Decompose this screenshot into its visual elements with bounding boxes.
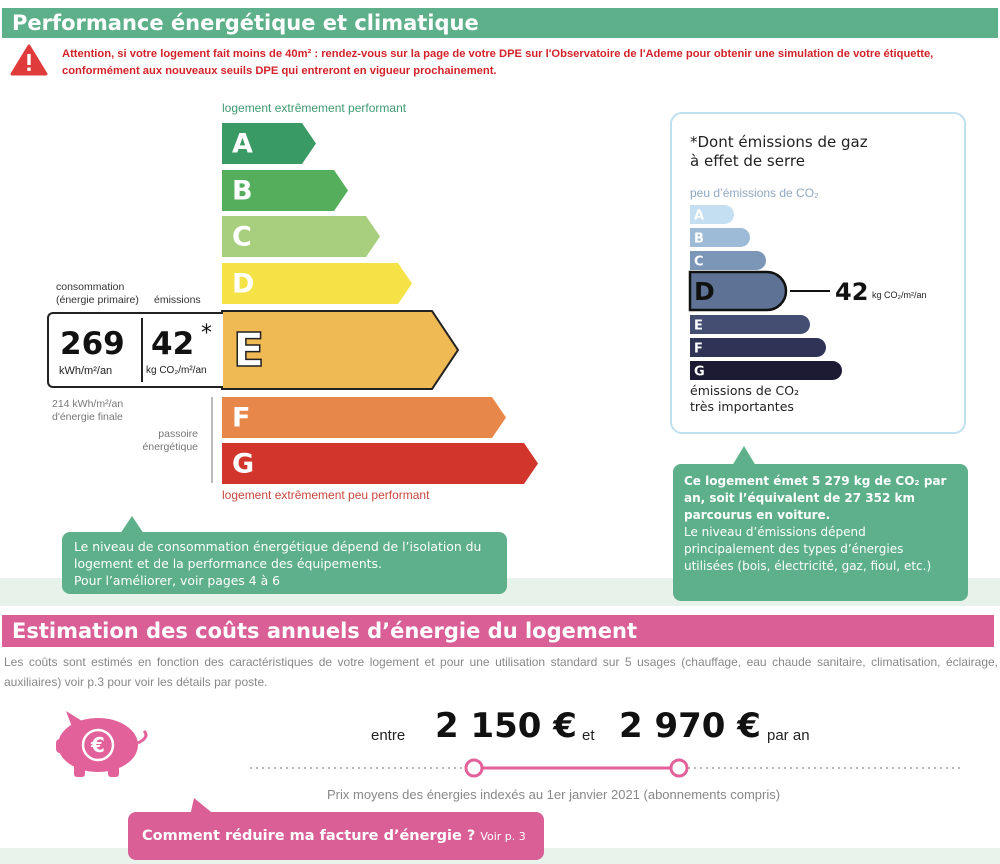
ges-value: 42 — [835, 278, 869, 306]
ges-value-unit: kg CO₂/m²/an — [872, 290, 927, 300]
ges-class-a — [690, 205, 734, 224]
emissions-value: 42 — [151, 326, 195, 362]
ges-class-c — [690, 251, 766, 270]
cost-note: Prix moyens des énergies indexés au 1er janvier 2021 (abonnements compris) — [327, 787, 781, 802]
ges-scale — [0, 0, 1000, 400]
energy-class-letter: B — [232, 175, 253, 207]
passoire-label: passoire énergétique — [142, 428, 198, 453]
ges-class-letter: E — [694, 318, 703, 334]
euro-symbol: € — [91, 733, 105, 757]
consumption-unit: kWh/m²/an — [59, 365, 113, 377]
ges-class-f — [690, 338, 826, 357]
bubble-pointer — [732, 446, 756, 466]
ges-class-letter: D — [694, 277, 715, 306]
reduce-bill-link[interactable]: Comment réduire ma facture d’énergie ? Voir p. 3 — [128, 812, 544, 860]
energy-class-letter: F — [232, 402, 251, 434]
ges-class-d — [690, 272, 786, 310]
ges-label-top: peu d’émissions de CO₂ — [690, 186, 819, 200]
consumption-label: consommation (énergie primaire) — [56, 281, 139, 306]
cost-and: et — [582, 727, 595, 744]
energy-class-g — [222, 443, 538, 484]
ges-class-letter: F — [694, 341, 703, 357]
energy-class-letter: A — [232, 128, 253, 160]
range-marker-max — [671, 760, 687, 776]
consumption-info-bubble: Le niveau de consommation énergétique dépend de l’isolation du logement et de la performance des équipements. Pour l’améliorer, voir pages 4 à 6 — [62, 532, 507, 594]
energy-class-letter: C — [232, 221, 252, 253]
ges-label-bottom: émissions de CO₂ très importantes — [690, 383, 800, 414]
ges-class-b — [690, 228, 750, 247]
energy-class-letter: D — [232, 268, 255, 300]
piggy-bank-icon — [38, 705, 154, 781]
energy-class-letter: G — [232, 448, 255, 480]
warning-message: Attention, si votre logement fait moins de 40m² : rendez-vous sur la page de votre DPE sur l'Observatoire de l'Ademe pour obtenir une simulation de votre étiquette, conformément aux nouveaux seuils DPE qui entreront en vigueur prochainement. — [62, 48, 934, 77]
emissions-label: émissions — [154, 294, 201, 306]
ges-info-bubble: Ce logement émet 5 279 kg de CO₂ par an, soit l’équivalent de 27 352 km parcourus en voiture. Le niveau d’émissions dépend principalement des types d’énergies utilisées (bois, électricité, gaz, fioul, etc.) — [673, 464, 968, 601]
section-title-costs: Estimation des coûts annuels d’énergie du logement — [2, 615, 994, 647]
cost-between: entre — [371, 727, 406, 744]
section-title-performance: Performance énergétique et climatique — [2, 8, 998, 38]
costs-description: Les coûts sont estimés en fonction des caractéristiques de votre logement et pour une utilisation standard sur 5 usages (chauffage, eau chaude sanitaire, climatisation, éclairage, auxiliaires) voir p.3 pour voir les détails par poste. — [4, 655, 998, 689]
energy-class-f — [222, 397, 506, 438]
ges-class-letter: B — [694, 231, 704, 247]
ges-class-letter: A — [694, 208, 705, 224]
emissions-unit: kg CO₂/m²/an — [146, 365, 207, 376]
ges-class-g — [690, 361, 842, 380]
ges-class-e — [690, 315, 810, 334]
label-top-performant: logement extrêmement performant — [222, 101, 407, 115]
ges-class-letter: C — [694, 254, 704, 270]
final-energy: 214 kWh/m²/an d'énergie finale — [52, 398, 124, 423]
cost-min: 2 150 € — [435, 706, 577, 746]
passoire-bracket — [211, 397, 213, 483]
ges-title: *Dont émissions de gaz à effet de serre — [690, 133, 868, 170]
ges-class-letter: G — [694, 364, 705, 380]
cost-range-line — [248, 756, 968, 780]
cost-per-year: par an — [767, 727, 810, 744]
consumption-value: 269 — [60, 326, 125, 362]
range-marker-min — [466, 760, 482, 776]
label-bottom-performant: logement extrêmement peu performant — [222, 488, 430, 502]
cost-max: 2 970 € — [619, 706, 761, 746]
energy-class-letter: E — [233, 323, 265, 377]
emissions-asterisk: * — [201, 321, 212, 346]
